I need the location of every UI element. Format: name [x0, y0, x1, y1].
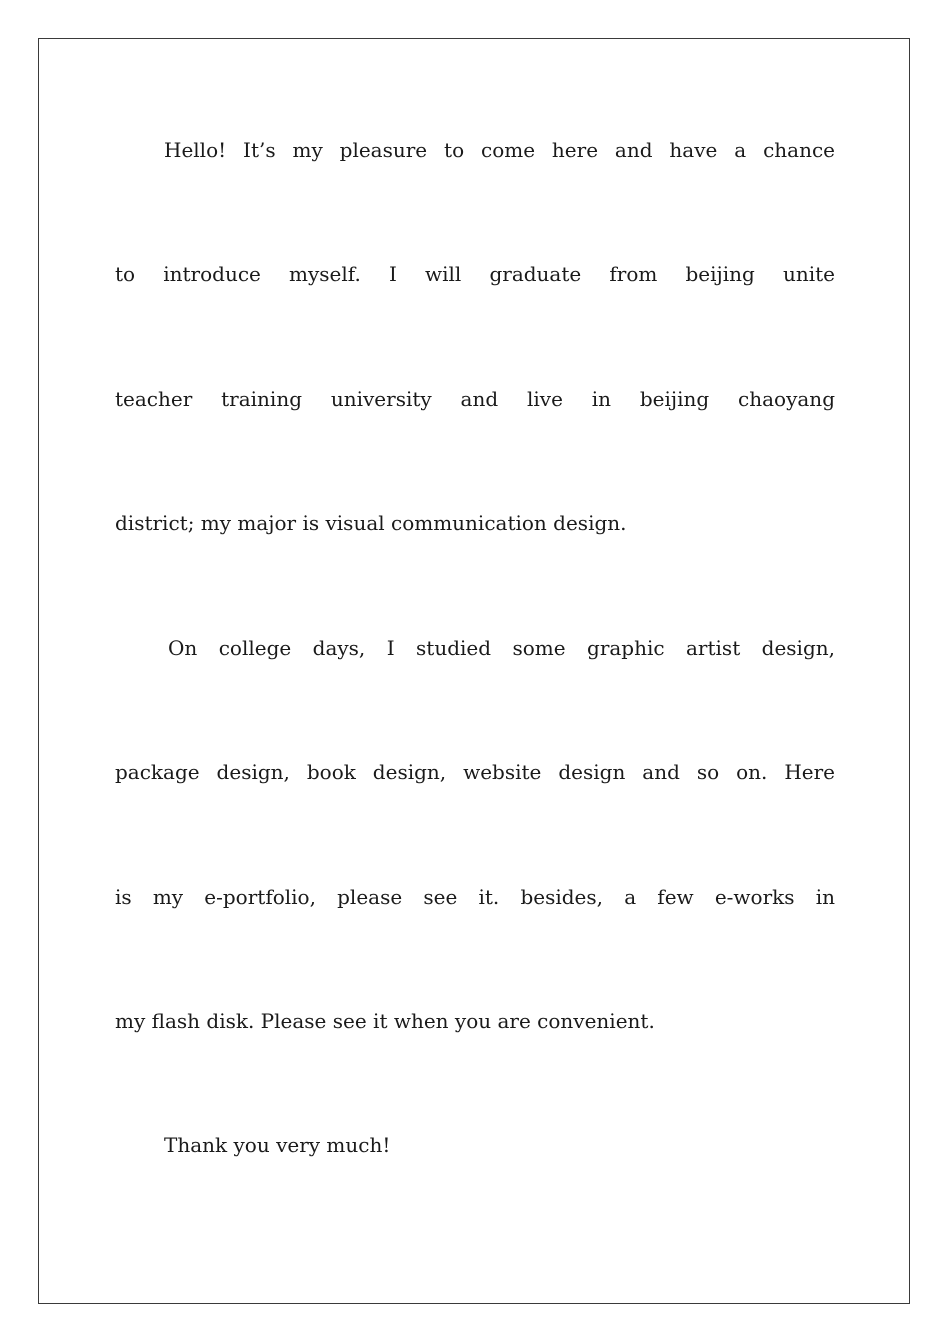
page-border — [38, 38, 910, 1304]
paragraph-1-line-3: teacher training university and live in beijing chaoyang — [115, 387, 835, 411]
paragraph-1-line-4: district; my major is visual communication design. — [115, 511, 627, 535]
closing-line: Thank you very much! — [164, 1133, 391, 1157]
paragraph-1-line-2: to introduce myself. I will graduate from beijing unite — [115, 262, 835, 286]
paragraph-2-line-4: my flash disk. Please see it when you are convenient. — [115, 1009, 655, 1033]
paragraph-2-line-2: package design, book design, website design and so on. Here — [115, 760, 835, 784]
paragraph-2-line-3: is my e-portfolio, please see it. besides, a few e-works in — [115, 885, 835, 909]
paragraph-1-line-1: Hello! It’s my pleasure to come here and have a chance — [164, 138, 835, 162]
paragraph-2-line-1: On college days, I studied some graphic artist design, — [168, 636, 835, 660]
